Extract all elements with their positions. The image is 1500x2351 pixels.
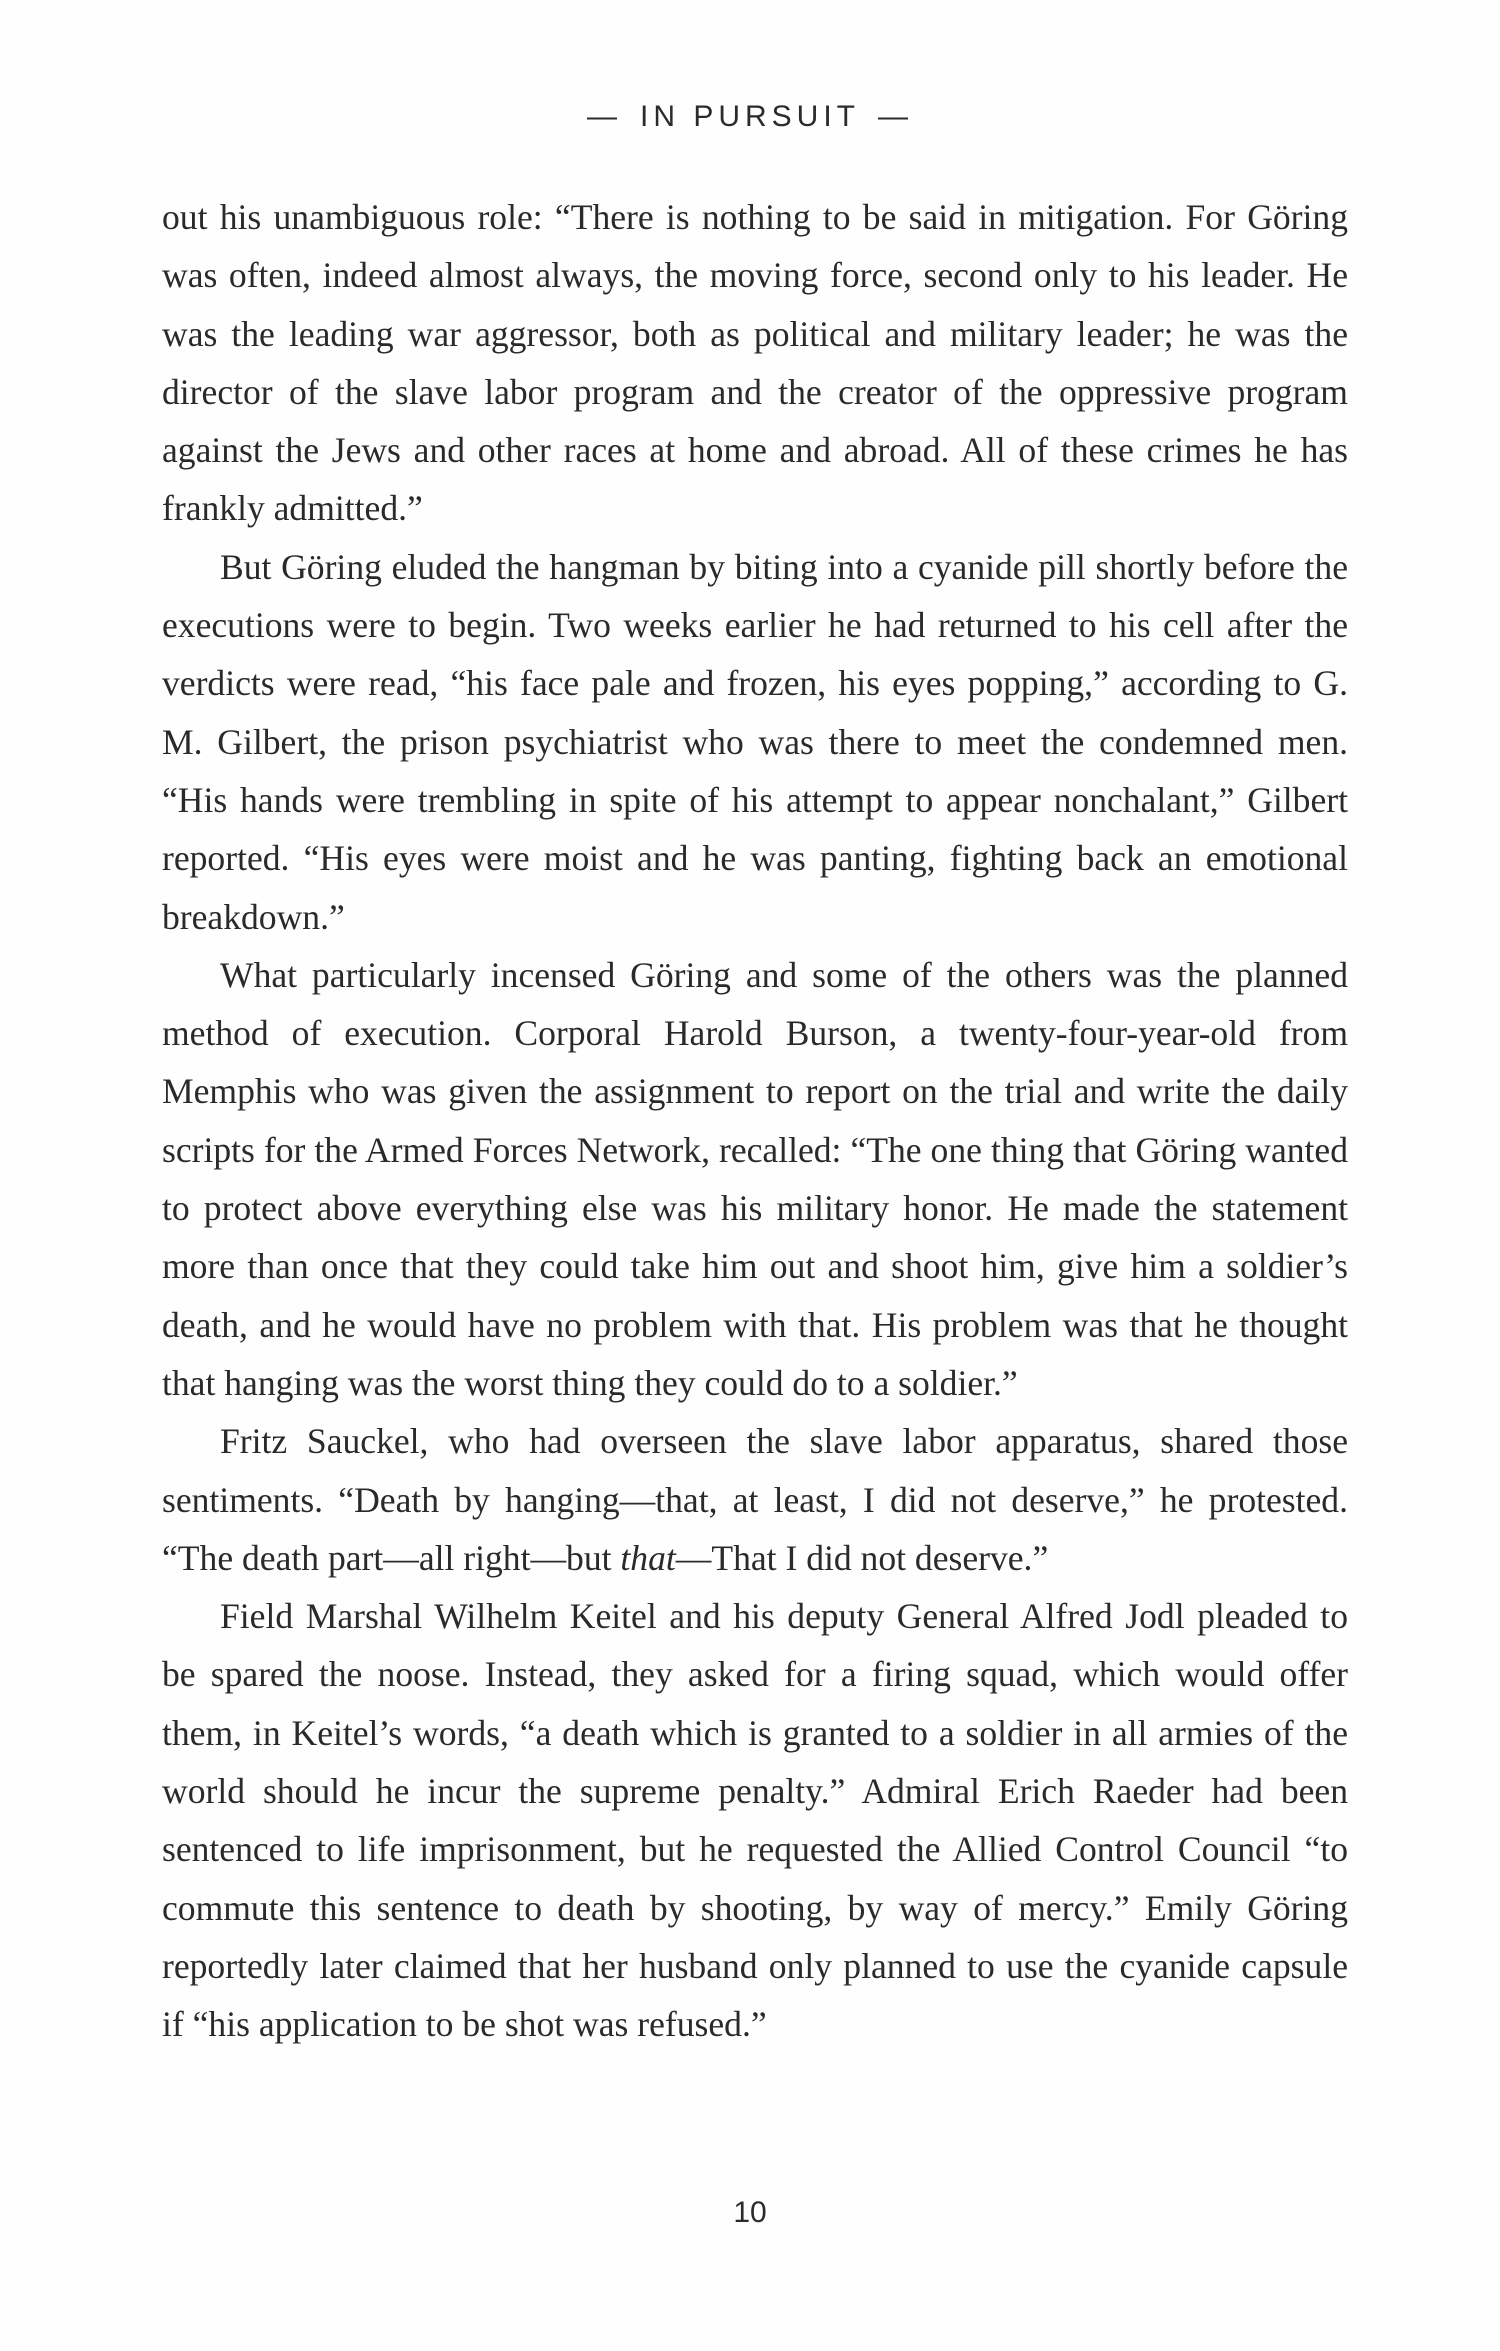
page-number: 10 — [733, 2196, 767, 2229]
paragraph-2: But Göring eluded the hangman by biting into a cyanide pill shortly before the executions were to begin. Two weeks earlier he had returned to his cell after the verdicts were read, “his face pale and frozen, his eyes popping,” according to G. M. Gilbert, the prison psychiatrist who was there to meet the condemned men. “His hands were trembling in spite of his attempt to appear nonchalant,” Gilbert reported. “His eyes were moist and he was panting, fighting back an emotional breakdown.” — [162, 546, 1348, 937]
paragraph-4-italic: that — [620, 1537, 676, 1578]
running-head-title: IN PURSUIT — [639, 100, 860, 133]
paragraph-4-before: Fritz Sauckel, who had overseen the slave labor apparatus, shared those sentiments. “Death by hanging—that, at least, I did not deserve,” he protested. “The death part—all right—but — [162, 1421, 1348, 1578]
paragraph-1: out his unambiguous role: “There is nothing to be said in mitigation. For Göring was often, indeed almost always, the moving force, second only to his leader. He was the leading war aggressor, both as political and military leader; he was the director of the slave labor program and the creator of the oppressive program against the Jews and other races at home and abroad. All of these crimes he has frankly admitted.” — [162, 197, 1348, 529]
paragraph-3: What particularly incensed Göring and some of the others was the planned method of execution. Corporal Harold Burson, a twenty-four-year-old from Memphis who was given the assignment to report on the trial and write the daily scripts for the Armed Forces Network, recalled: “The one thing that Göring wanted to protect above everything else was his military honor. He made the statement more than once that they could take him out and shoot him, give him a soldier’s death, and he would have no problem with that. His problem was that he thought that hanging was the worst thing they could do to a soldier.” — [162, 954, 1348, 1403]
paragraph-4-after: —That I did not deserve.” — [675, 1537, 1049, 1578]
running-head-dash-right: — — [878, 100, 913, 133]
body-text — [162, 188, 1348, 2054]
running-head — [0, 100, 1500, 134]
running-head-dash-left: — — [586, 100, 622, 133]
paragraph-5: Field Marshal Wilhelm Keitel and his deputy General Alfred Jodl pleaded to be spared the noose. Instead, they asked for a firing squad, which would offer them, in Keitel’s words, “a death which is granted to a soldier in all armies of the world should he incur the supreme penalty.” Admiral Erich Raeder had been sentenced to life imprisonment, but he requested the Allied Control Council “to commute this sentence to death by shooting, by way of mercy.” Emily Göring reportedly later claimed that her husband only planned to use the cyanide capsule if “his application to be shot was refused.” — [162, 1596, 1348, 2045]
paragraph-4 — [162, 1412, 1348, 1587]
